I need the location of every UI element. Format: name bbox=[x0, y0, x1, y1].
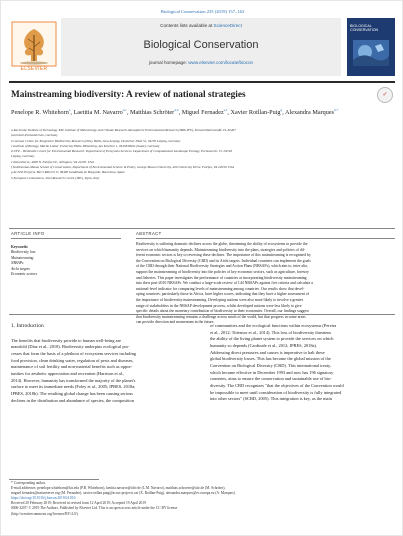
body-text-line: manifold (Díaz et al., 2018). Biodiversity underpins ecological pro- bbox=[11, 344, 130, 350]
author-name[interactable]: Laetitia M. Navarro bbox=[73, 109, 123, 117]
author-affiliation-marker[interactable]: d,b bbox=[174, 108, 179, 112]
introduction-heading: 1. Introduction bbox=[11, 323, 44, 329]
body-text-line: be impossible to meet until consideration of biodiversity is fully integrated bbox=[210, 389, 342, 395]
elsevier-tree-logo[interactable] bbox=[11, 18, 57, 70]
body-text-line: IPBES, 2018b). The resulting global change has been causing serious bbox=[11, 390, 133, 396]
abstract-heading: ABSTRACT bbox=[136, 231, 162, 236]
homepage-link[interactable]: www.elsevier.com/locate/biocon bbox=[188, 60, 254, 65]
author-name[interactable]: Xavier Rotllan-Puig bbox=[230, 109, 281, 117]
abstract-line: ferent economic sectors is key to reversing these declines. The importance of this mainstreaming is recognized by bbox=[136, 253, 311, 258]
body-text-line: declines in the distribution and abundance of species, the composition bbox=[11, 397, 134, 403]
body-text-line: The benefits that biodiversity provide to human well-being are bbox=[11, 337, 121, 343]
affiliation-line: Garmisch-Partenkirchen, Germany bbox=[11, 133, 58, 138]
affiliation-line: h European Commission, Joint Research Centre (JRC), Ispra, Italy bbox=[11, 175, 100, 180]
author-affiliation-marker[interactable]: e,f bbox=[223, 108, 228, 112]
footnotes bbox=[11, 481, 395, 517]
sciencedirect-link[interactable]: ScienceDirect bbox=[213, 23, 242, 28]
affiliation-line: b German Centre for Integrative Biodiversity Research (iDiv), Halle-Jena-Leipzig, Deutscher Platz 5e, 04103 Leipzig, Germany bbox=[11, 138, 181, 143]
crossmark-check-icon[interactable]: ✓ bbox=[377, 87, 393, 103]
footnote-line: Received 20 February 2019; Received in revised form 12 April 2019; Accepted 19 April 2019 bbox=[11, 501, 146, 506]
affiliation-line: d UFZ – Helmholtz Centre for Environmental Research, Department of Ecosystem Services, Department of Computational Landscape Ecology, Permoserstr. 15, 04318 bbox=[11, 149, 232, 154]
journal-masthead bbox=[61, 18, 341, 76]
author-name[interactable]: Miguel Fernadez bbox=[181, 109, 224, 117]
body-text-line: countries, aims to ensure the conservation and sustainable use of bio- bbox=[210, 376, 332, 382]
doi-link[interactable]: https://doi.org/10.1016/j.biocon.2019.04.016 bbox=[11, 496, 76, 501]
body-text-line: diversity. The CBD recognizes "that the objectives of the Convention would bbox=[210, 382, 344, 388]
header-divider bbox=[9, 81, 395, 83]
keywords-heading: Keywords: bbox=[11, 245, 29, 249]
keywords-block bbox=[11, 245, 121, 277]
abstract-underline bbox=[136, 238, 395, 239]
body-text-line: Addressing direct pressures and causes is imperative to halt these bbox=[210, 349, 325, 355]
affiliations bbox=[11, 128, 391, 181]
journal-title: Biological Conservation bbox=[143, 39, 259, 51]
abstract-line: the Convention on Biological Diversity (CBD) and its Aichi targets. Individual countries can implement the goals bbox=[136, 258, 311, 263]
cover-artwork-image bbox=[353, 40, 389, 66]
body-text-line: 2014). However, humanity has transformed the majority of the planet's bbox=[11, 377, 136, 383]
abstract-divider-bottom bbox=[9, 314, 395, 315]
affiliation-line: Leipzig, Germany bbox=[11, 154, 35, 159]
body-text-line: surface to meet its immediate needs (Foley et al., 2005; IPBES, 2018a; bbox=[11, 384, 136, 390]
author-affiliation-marker[interactable]: a bbox=[68, 108, 71, 112]
author-affiliation-marker[interactable]: b,c bbox=[122, 108, 127, 112]
body-text-line: the ability of the living planet system to provide the services on which bbox=[210, 336, 334, 342]
keyword: Biodiversity loss bbox=[11, 250, 36, 255]
abstract-line: support the mainstreaming of biodiversity into the policies of key economic sectors, such as agriculture, forestry bbox=[136, 269, 309, 274]
body-text-line: cesses that form the basis of a plethora of ecosystem services including bbox=[11, 350, 136, 356]
abstract-line: of the CBD through their National Biodiversity Strategies and Action Plans (NBSAPs), which aim to, inter alia, bbox=[136, 264, 308, 269]
author-affiliation-marker[interactable]: g bbox=[280, 108, 283, 112]
author-name[interactable]: Penelope R. Whitehorn bbox=[11, 109, 69, 117]
affiliation-line: c Institute of Biology, Martin Luther University Halle-Wittenberg, Am Kirchtor 1, 06108 Halle (Saale), Germany bbox=[11, 143, 160, 148]
abstract-line: and fisheries. This paper investigates the performance of countries at incorporating biodiversity mainstreaming bbox=[136, 275, 307, 280]
homepage-prefix: journal homepage: bbox=[148, 60, 189, 65]
abstract-line: into their post-2010 NBSAPs. We conduct a large-scale review of 144 NBSAPs against five criteria and calculate a bbox=[136, 281, 313, 286]
cover-title: BIOLOGICAL CONSERVATION bbox=[350, 24, 379, 33]
abstract-line: can provide direction and momentum in the future. bbox=[136, 320, 215, 325]
abstract-line: services on which humanity depends. Mainstreaming biodiversity into the plans, strategies and policies of dif- bbox=[136, 247, 306, 252]
abstract-line: oping countries, particularly those in Africa, have higher scores, indicating that they have a higher assessment of bbox=[136, 292, 310, 297]
journal-header bbox=[9, 18, 395, 76]
body-text-line: et al., 2012; Tittensor et al., 2014). This loss of biodiversity threatens bbox=[210, 329, 332, 335]
introduction-text-right bbox=[210, 323, 394, 403]
body-column-left bbox=[11, 323, 195, 404]
abstract-line: Biodiversity is suffering dramatic declines across the globe, threatening the ability of ecosystems to provide the bbox=[136, 242, 308, 246]
footnote-line: (http://creativecommons.org/licenses/BY/4.0/). bbox=[11, 511, 79, 516]
body-text-line: global biodiversity losses. This has become the global mission of the bbox=[210, 356, 331, 362]
keyword: NBSAPs bbox=[11, 261, 24, 266]
introduction-text-left bbox=[11, 338, 195, 405]
affiliation-line: g ACOSS Projects, Burri Ribell 9 Jr, 08490 Gandiluda de Borgardo, Barcelona, Spain bbox=[11, 170, 125, 175]
contents-line bbox=[61, 23, 341, 28]
publisher-name: ELSEVIER bbox=[20, 66, 48, 72]
keyword: Mainstreaming bbox=[11, 255, 34, 260]
author-affiliation-marker[interactable]: h,* bbox=[334, 108, 339, 112]
footnote-line: miguel.fernadez@natureserve.org (M. Fernadez), xavier.rotllan.puig@acoss-projects.cat (X. Rotllan-Puig), alexandra.marques@ec.europa.eu (A. Marques). bbox=[11, 491, 236, 496]
abstract-line: that biodiversity mainstreaming remains a challenge across much of the world, but that progress in some areas bbox=[136, 314, 306, 319]
author-name[interactable]: Matthias Schröter bbox=[130, 109, 175, 117]
body-text-line: humanity so depends (Cardinale et al., 2012; IPBES, 2018a). bbox=[210, 342, 318, 348]
abstract-line: specific details about the monetary contribution of biodiversity to their economies. Overall, our findings suggest bbox=[136, 309, 309, 314]
abstract-line: range of stakeholders in the NBSAP development process, whilst developed nations were less likely to give bbox=[136, 303, 302, 308]
body-text-line: tunities for aesthetic appreciation and recreation (Harrison et al., bbox=[11, 370, 125, 376]
affiliation-line: f Smithsonian-Mason School of Conservation, Department of Environmental Science & Policy, George Mason University, 400 University Drive, Fairfax, VA 22030, USA bbox=[11, 165, 235, 170]
keyword: Economic sectors bbox=[11, 272, 38, 277]
footnote-line: 0006-3207/ © 2019 The Authors. Published by Elsevier Ltd. This is an open access article under the CC BY license bbox=[11, 506, 178, 511]
footnote-divider bbox=[9, 479, 99, 480]
abstract-line: national-level indicator for comparing levels of mainstreaming among countries. Our results show that devel- bbox=[136, 286, 305, 291]
body-text-line: maintenance of soil fertility and non-material benefits such as oppor- bbox=[11, 364, 133, 370]
journal-cover-thumbnail[interactable] bbox=[347, 18, 395, 76]
body-text-line: of communities and the ecological functions within ecosystems (Pereira bbox=[210, 323, 337, 328]
keywords-list bbox=[11, 250, 121, 277]
author-name[interactable]: Alexandra Marques bbox=[285, 109, 334, 117]
homepage-line bbox=[61, 60, 341, 65]
article-title: Mainstreaming biodiversity: A review of national strategies bbox=[11, 90, 246, 100]
body-text-line: Convention on Biological Diversity (CBD). This international treaty, bbox=[210, 362, 331, 368]
contents-prefix: Contents lists available at bbox=[160, 23, 214, 28]
article-info-heading: ARTICLE INFO bbox=[11, 231, 45, 236]
body-column-right bbox=[210, 323, 394, 403]
author-list: Penelope R. Whitehorn$^a$, Laetitia M. Navarro$^{b,c}$, Matthias Schröter$^{d,b}$, Miguel Fernadez$^{e,f}$, Xavier Rotllan-Puig$^g$, Alexandra Marques$^{h,*}$ bbox=[11, 108, 339, 117]
abstract-line: the importance of biodiversity mainstreaming. Developing nations were also more likely to involve a greater bbox=[136, 297, 304, 302]
affiliation-line: a Karlsruhe Institute of Technology KIT, Institute of Meteorology and Climate Research Atmospheric Environmental Research (IMK-IFU), Kreuzeckbahnstraße 19, 82467 bbox=[11, 128, 236, 132]
body-text-line: into other sectors" (SCBD, 2005). This integration is key, as the main bbox=[210, 396, 332, 402]
footnote-line: * Corresponding author. bbox=[11, 481, 46, 485]
keyword: Aichi targets bbox=[11, 266, 30, 271]
journal-citation[interactable]: Biological Conservation 235 (2019) 157–163 bbox=[160, 9, 245, 14]
footnote-line: E-mail addresses: penelope.whitehorn@kit.edu (P.R. Whitehorn), laetitia.navarro@idiv.de (L.M. Navarro), matthias.schroeter@ufz.de (M. Schröter), bbox=[11, 486, 226, 491]
info-divider-top bbox=[9, 228, 395, 229]
affiliation-line: e NatureServe, 4600 N. Fairfax Dr., Arlington, VA 22203, USA bbox=[11, 159, 94, 164]
article-info-underline bbox=[11, 238, 121, 239]
body-text-line: which became effective in December 1993 and now has 196 signatory bbox=[210, 369, 334, 375]
body-text-line: food provision, clean drinking water, regulation of pests and diseases, bbox=[11, 357, 134, 363]
